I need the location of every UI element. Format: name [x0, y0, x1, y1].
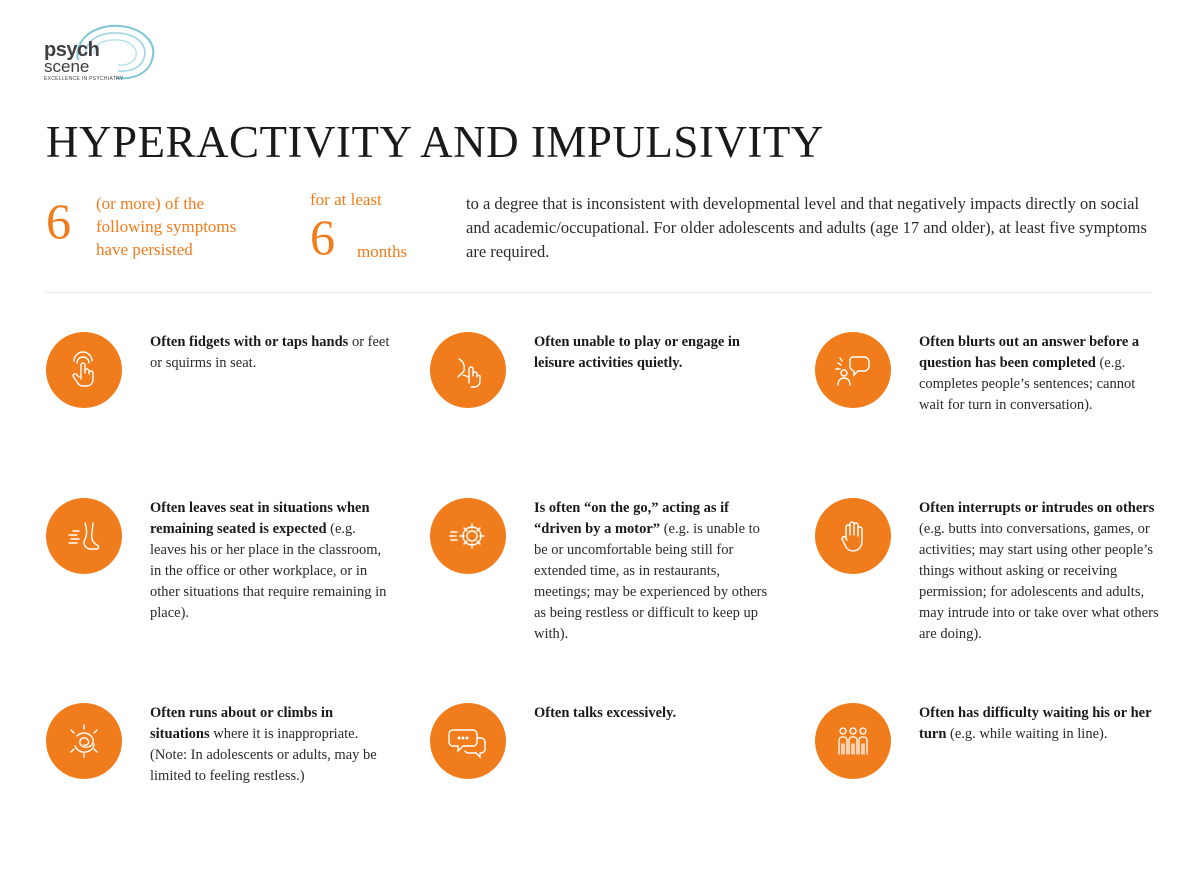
page-title: HYPERACTIVITY AND IMPULSIVITY: [46, 117, 824, 167]
logo-tagline: EXCELLENCE IN PSYCHIATRY: [44, 76, 124, 82]
symptom-bold: Often blurts out an answer before a question has been completed: [919, 334, 1140, 371]
logo-wordmark-2: scene: [44, 57, 90, 76]
symptom-detail: (e.g. is unable to be or uncomfortable being still for extended time, as in restaurants, meetings; may be experienced by others as being restless or difficult to keep up with).: [534, 521, 768, 642]
quiet-gesture-icon: [447, 349, 489, 391]
tapping-hand-icon: [63, 349, 105, 391]
symptom-icon-circle: [46, 703, 122, 779]
symptom-bold: Often leaves seat in situations when remaining seated is expected: [150, 500, 370, 537]
symptom-text: [534, 332, 774, 374]
motor-gear-icon: [447, 515, 489, 557]
symptom-text: [919, 332, 1159, 416]
symptom-detail: (e.g. butts into conversations, games, or activities; may start using other people’s things without asking or receiving permission; for adolescents and adults, may intrude into or take over what others are doing).: [919, 521, 1159, 642]
symptom-text: [150, 703, 390, 787]
symptom-bold: Often interrupts or intrudes on others: [919, 500, 1155, 516]
symptom-count-line-3: have persisted: [96, 240, 193, 259]
symptom-icon-circle: [815, 332, 891, 408]
symptom-icon-circle: [430, 332, 506, 408]
duration-unit: months: [357, 242, 408, 261]
symptom-icon-circle: [430, 703, 506, 779]
raised-hand-icon: [832, 515, 874, 557]
logo-wordmark: psych: [44, 39, 100, 61]
symptom-icon-circle: [46, 498, 122, 574]
symptom-text: [150, 332, 390, 374]
symptom-bold: Often talks excessively.: [534, 705, 677, 721]
section-divider: [46, 292, 1151, 293]
queue-people-icon: [832, 720, 874, 762]
symptom-detail: where it is inappropriate. (Note: In adolescents or adults, may be limited to feeling restless.): [150, 726, 377, 784]
symptom-bold: Is often “on the go,” acting as if “driven by a motor”: [534, 500, 729, 537]
symptom-icon-circle: [46, 332, 122, 408]
symptom-detail: (e.g. while waiting in line).: [946, 726, 1108, 742]
symptom-count-line-2: following symptoms: [96, 217, 237, 236]
running-foot-icon: [63, 515, 105, 557]
symptom-detail: (e.g. completes people’s sentences; cannot wait for turn in conversation).: [919, 355, 1136, 413]
symptom-count: 6: [46, 193, 71, 249]
logo: [40, 20, 160, 86]
symptom-icon-circle: [815, 498, 891, 574]
symptom-bold: Often has difficulty waiting his or her turn: [919, 705, 1152, 742]
restless-scribble-icon: [63, 720, 105, 762]
symptom-bold: Often fidgets with or taps hands: [150, 334, 349, 350]
chat-bubbles-icon: [447, 720, 489, 762]
symptom-text: [150, 498, 390, 624]
symptom-icon-circle: [430, 498, 506, 574]
criteria-description: to a degree that is inconsistent with developmental level and that negatively impacts directly on social and academic/occupational. For older adolescents and adults (age 17 and older), at least five symptoms are required.: [466, 194, 1147, 261]
symptom-text: [534, 498, 774, 645]
symptom-detail: or feet or squirms in seat.: [150, 334, 390, 371]
symptom-icon-circle: [815, 703, 891, 779]
symptom-count-line-1: (or more) of the: [96, 194, 205, 213]
symptom-text: [919, 498, 1159, 645]
symptom-text: [534, 703, 774, 724]
symptom-detail: (e.g. leaves his or her place in the classroom, in the office or other workplace, or in other situations that require remaining in place).: [150, 521, 387, 621]
symptom-bold: Often runs about or climbs in situations: [150, 705, 334, 742]
symptom-bold: Often unable to play or engage in leisure activities quietly.: [534, 334, 740, 371]
symptom-count-label: [96, 192, 236, 261]
symptom-text: [919, 703, 1159, 745]
speech-bubble-person-icon: [832, 349, 874, 391]
duration-prefix: for at least: [310, 190, 382, 209]
duration-value: 6: [310, 209, 335, 265]
